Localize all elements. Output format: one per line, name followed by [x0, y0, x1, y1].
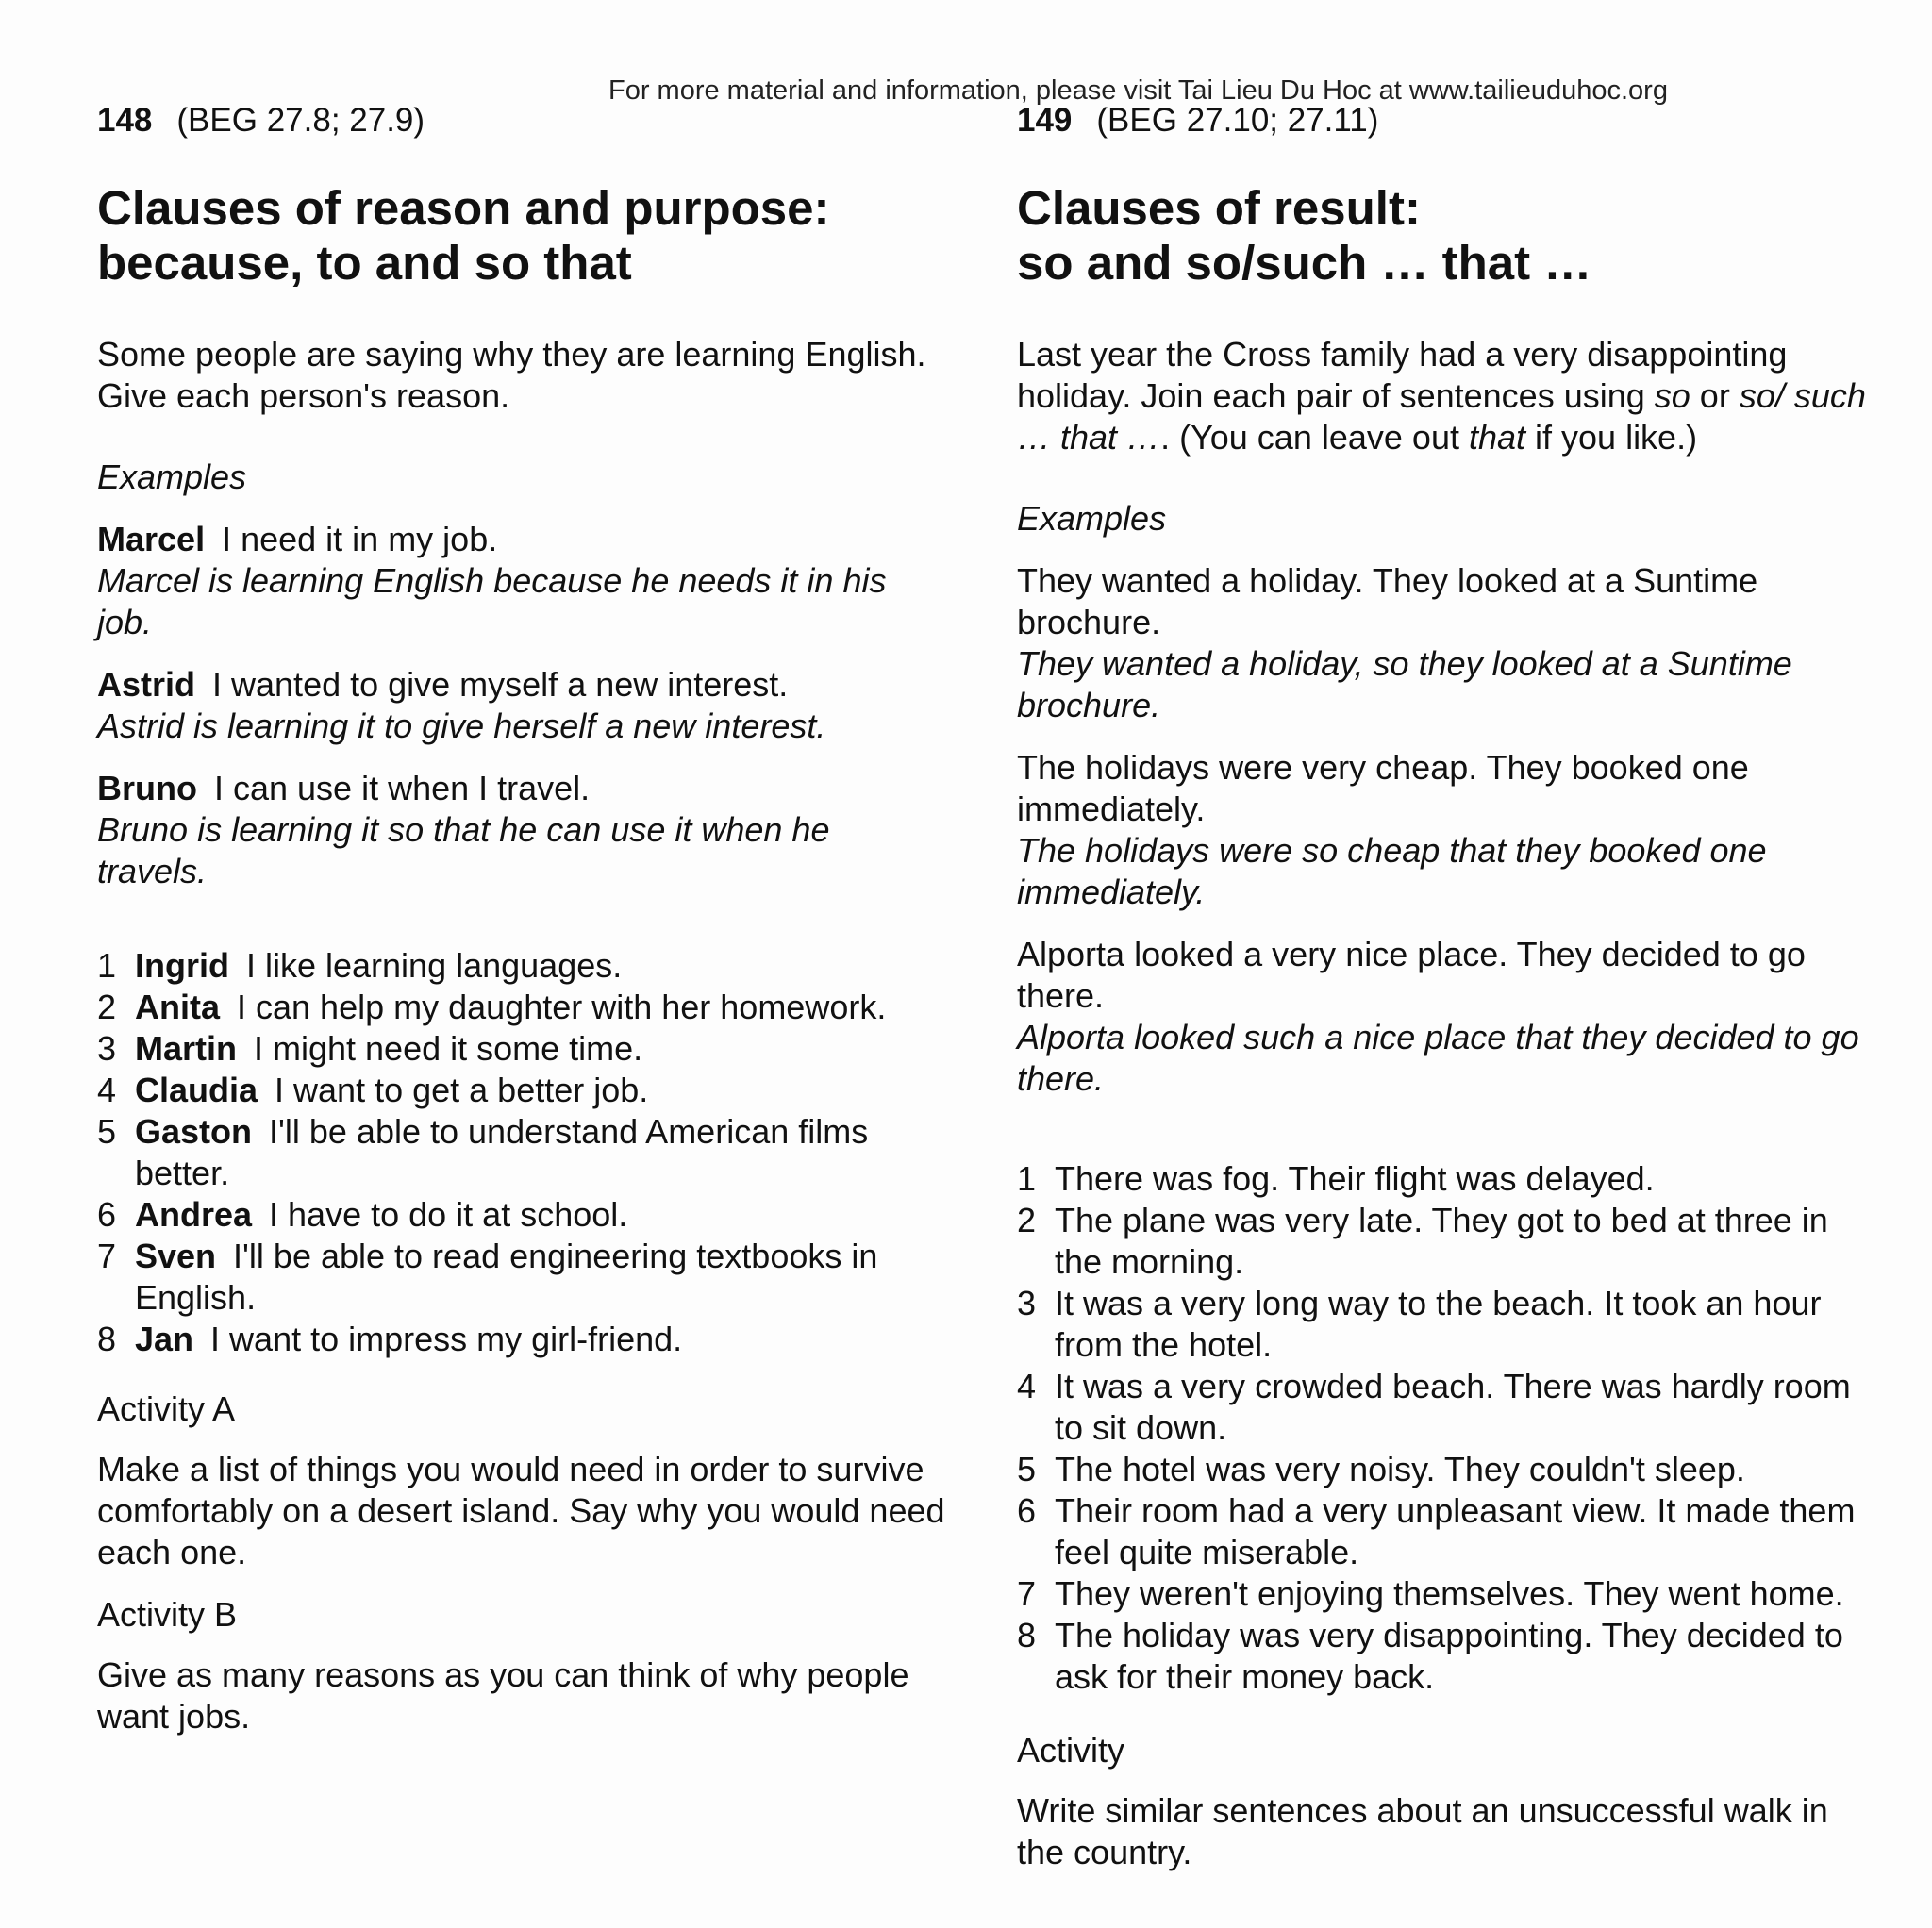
exercise-item: [1017, 1573, 1866, 1615]
examples-label: Examples: [1017, 499, 1167, 538]
title-keyword: so: [1017, 236, 1074, 290]
item-text: It was a very long way to the beach. It took an hour from the hotel.: [1055, 1284, 1822, 1364]
activity-heading: Activity: [1017, 1731, 1125, 1770]
title-line-2: [1017, 236, 1866, 291]
item-number: 1: [1017, 1159, 1037, 1198]
example-item: [97, 768, 946, 892]
item-text: There was fog. Their flight was delayed.: [1055, 1159, 1655, 1198]
example-answer: They wanted a holiday, so they looked at a Suntime brochure.: [1017, 644, 1792, 724]
item-text: I want to get a better job.: [275, 1071, 649, 1109]
title-line-2: [97, 236, 946, 291]
speaker-name: Jan: [135, 1320, 194, 1358]
item-text: They weren't enjoying themselves. They went home.: [1055, 1574, 1844, 1613]
title-connector: and: [1073, 236, 1186, 290]
exercise-item: [1017, 1283, 1866, 1366]
activity-a-heading: Activity A: [97, 1389, 236, 1428]
exercise-list: [97, 945, 946, 1360]
page-header-149: [1017, 102, 1866, 140]
section-title: [1017, 181, 1866, 291]
speaker-name: Astrid: [97, 665, 196, 704]
example-answer: The holidays were so cheap that they booked one immediately.: [1017, 831, 1767, 911]
item-text: I'll be able to read engineering textbooks in English.: [135, 1237, 878, 1317]
exercise-list: [1017, 1158, 1866, 1698]
example-answer: Alporta looked such a nice place that they decided to go there.: [1017, 1018, 1859, 1098]
exercise-item: [1017, 1158, 1866, 1200]
activity-text: Write similar sentences about an unsuccessful walk in the country.: [1017, 1791, 1828, 1871]
exercise-item: [97, 1111, 946, 1194]
title-keyword: that: [1441, 236, 1531, 290]
exercise-item: [97, 1194, 946, 1236]
title-ellipsis: …: [1367, 236, 1442, 290]
speaker-name: Claudia: [135, 1071, 258, 1109]
title-keyword: so/such: [1185, 236, 1368, 290]
left-page: [97, 102, 946, 1758]
instructions: Some people are saying why they are learning English. Give each person's reason.: [97, 335, 926, 415]
exercise-item: [97, 1028, 946, 1070]
exercise-item: [1017, 1449, 1866, 1490]
item-number: 8: [1017, 1616, 1037, 1654]
page-header-148: [97, 102, 946, 140]
speaker-name: Bruno: [97, 769, 197, 807]
example-item: [1017, 747, 1866, 913]
item-number: 2: [97, 988, 117, 1026]
activity-a-text: Make a list of things you would need in order to survive comfortably on a desert island. Say why you would need each one.: [97, 1450, 945, 1571]
item-number: 3: [1017, 1284, 1037, 1322]
speaker-name: Ingrid: [135, 946, 229, 985]
title-line-1: Clauses of reason and purpose:: [97, 181, 830, 235]
example-answer: Bruno is learning it so that he can use it when he travels.: [97, 810, 830, 890]
page-reference: (BEG 27.8; 27.9): [176, 102, 425, 139]
item-number: 6: [97, 1195, 117, 1234]
exercise-item: [1017, 1366, 1866, 1449]
item-number: 4: [97, 1071, 117, 1109]
example-item: [1017, 560, 1866, 726]
source-banner: For more material and information, please visit Tai Lieu Du Hoc at www.tailieuduhoc.org: [608, 75, 1668, 106]
speaker-name: Marcel: [97, 520, 206, 558]
item-text: It was a very crowded beach. There was hardly room to sit down.: [1055, 1367, 1851, 1447]
example-sentence: The holidays were very cheap. They booked one immediately.: [1017, 748, 1749, 828]
example-answer: Marcel is learning English because he needs it in his job.: [97, 561, 887, 641]
item-number: 3: [97, 1029, 117, 1068]
item-text: I like learning languages.: [245, 946, 623, 985]
item-text: The holiday was very disappointing. They decided to ask for their money back.: [1055, 1616, 1843, 1696]
item-number: 8: [97, 1320, 117, 1358]
exercise-item: [97, 1070, 946, 1111]
item-number: 7: [1017, 1574, 1037, 1613]
example-sentence: They wanted a holiday. They looked at a Suntime brochure.: [1017, 561, 1758, 641]
speaker-name: Sven: [135, 1237, 217, 1275]
example-item: [1017, 934, 1866, 1100]
item-text: I might need it some time.: [254, 1029, 643, 1068]
title-line-1: Clauses of result:: [1017, 181, 1421, 235]
item-number: 5: [97, 1112, 117, 1151]
title-keyword: so that: [474, 236, 632, 290]
activity-b-heading: Activity B: [97, 1595, 238, 1634]
speaker-name: Martin: [135, 1029, 237, 1068]
example-sentence: I can use it when I travel.: [213, 769, 591, 807]
title-ellipsis: …: [1530, 236, 1592, 290]
item-number: 7: [97, 1237, 117, 1275]
page-number: 149: [1017, 102, 1073, 139]
exercise-item: [97, 945, 946, 987]
title-connector: and: [361, 236, 475, 290]
example-sentence: I need it in my job.: [222, 520, 498, 558]
item-number: 5: [1017, 1450, 1037, 1488]
item-text: The plane was very late. They got to bed at three in the morning.: [1055, 1201, 1828, 1281]
speaker-name: Andrea: [135, 1195, 253, 1234]
item-number: 2: [1017, 1201, 1037, 1239]
item-text: I'll be able to understand American films better.: [135, 1112, 869, 1192]
item-text: The hotel was very noisy. They couldn't sleep.: [1055, 1450, 1745, 1488]
speaker-name: Gaston: [135, 1112, 253, 1151]
title-keyword: because, to: [97, 236, 362, 290]
exercise-item: [97, 1319, 946, 1360]
examples-label: Examples: [97, 457, 247, 496]
exercise-item: [1017, 1615, 1866, 1698]
section-title: [97, 181, 946, 291]
activity-b-text: Give as many reasons as you can think of why people want jobs.: [97, 1655, 909, 1736]
example-answer: Astrid is learning it to give herself a new interest.: [97, 706, 826, 745]
example-sentence: I wanted to give myself a new interest.: [212, 665, 789, 704]
page-number: 148: [97, 102, 153, 139]
item-number: 4: [1017, 1367, 1037, 1405]
item-number: 1: [97, 946, 117, 985]
instructions: Last year the Cross family had a very disappointing holiday. Join each pair of sentences using so or so/ such … that …. (You can leave out that if you like.): [1017, 335, 1866, 457]
exercise-item: [1017, 1200, 1866, 1283]
page-reference: (BEG 27.10; 27.11): [1096, 102, 1379, 139]
speaker-name: Anita: [135, 988, 220, 1026]
item-text: I want to impress my girl-friend.: [210, 1320, 683, 1358]
right-page: [1017, 102, 1866, 1894]
exercise-item: [97, 1236, 946, 1319]
item-number: 6: [1017, 1491, 1037, 1530]
example-item: [97, 664, 946, 747]
item-text: I can help my daughter with her homework.: [237, 988, 887, 1026]
exercise-item: [97, 987, 946, 1028]
exercise-item: [1017, 1490, 1866, 1573]
item-text: Their room had a very unpleasant view. It made them feel quite miserable.: [1055, 1491, 1856, 1571]
example-item: [97, 519, 946, 643]
example-sentence: Alporta looked a very nice place. They decided to go there.: [1017, 935, 1806, 1015]
item-text: I have to do it at school.: [269, 1195, 628, 1234]
